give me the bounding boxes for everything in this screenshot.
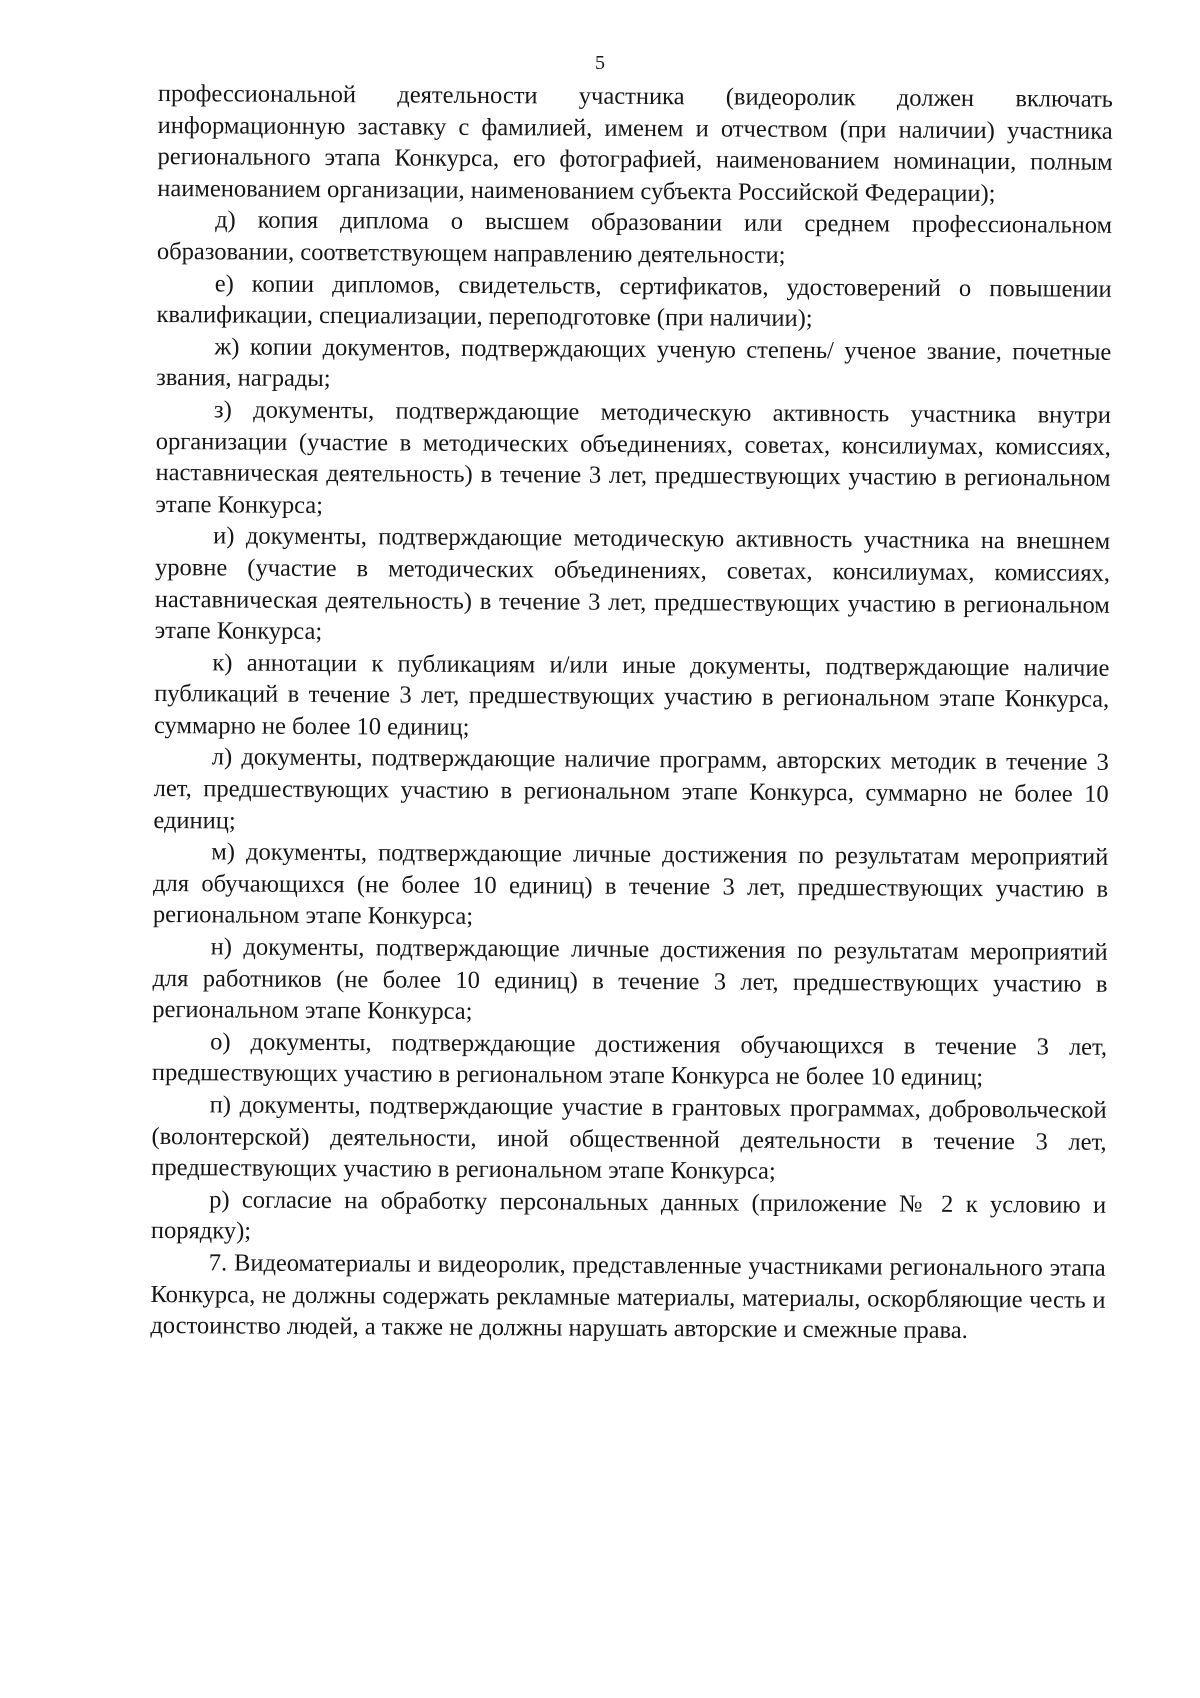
paragraph-item-o: о) документы, подтверждающие достижения обучающихся в течение 3 лет, предшествующих участию в региональном этапе Конкурса не более 10 единиц; [151, 1028, 1108, 1092]
paragraph-video-requirements-continued: профессиональной деятельности участника (видеоролик должен включать информационную заставку с фамилией, именем и отчеством (при наличии) участника регионального этапа Конкурса, его фотографией, наименованием номинации, полным наименованием организации, наименованием субъекта Российской Федерации); [157, 79, 1113, 207]
page-number: 5 [595, 52, 605, 74]
paragraph-item-zh: ж) копии документов, подтверждающих ученую степень/ ученое звание, почетные звания, награды; [156, 333, 1112, 393]
paragraph-item-d: д) копия диплома о высшем образовании или среднем профессиональном образовании, соответствующем направлению деятельности; [156, 206, 1113, 269]
paragraph-item-i: и) документы, подтверждающие методическую активность участника на внешнем уровне (участие в методических объединениях, советах, консилиумах, комиссиях, наставническая деятельность) в течение 3 лет, предшествующих участию в региональном этапе Конкурса; [154, 522, 1111, 646]
paragraph-item-e: е) копии дипломов, свидетельств, сертификатов, удостоверений о повышении квалификации, специализации, переподготовке (при наличии); [156, 269, 1112, 333]
paragraph-item-k: к) аннотации к публикациям и/или иные документы, подтверждающие наличие публикаций в течение 3 лет, предшествующих участию в региональном этапе Конкурса, суммарно не более 10 единиц; [153, 649, 1110, 741]
paragraph-item-p: п) документы, подтверждающие участие в грантовых программах, добровольческой (волонтерской) деятельности, иной общественной деятельности в течение 3 лет, предшествующих участию в региональном этапе Конкурса; [151, 1091, 1107, 1185]
paragraph-item-l: л) документы, подтверждающие наличие программ, авторских методик в течение 3 лет, предшествующих участию в региональном этапе Конкурса, суммарно не более 10 единиц; [153, 743, 1109, 835]
paragraph-section-7: 7. Видеоматериалы и видеоролик, представленные участниками регионального этапа Конкурса, не должны содержать рекламные материалы, материалы, оскорбляющие честь и достоинство людей, а также не должны нарушать авторские и смежные права. [150, 1249, 1106, 1345]
paragraph-item-r: р) согласие на обработку персональных данных (приложение № 2 к условию и порядку); [150, 1186, 1107, 1245]
document-body [150, 78, 1113, 1348]
paragraph-item-n: н) документы, подтверждающие личные достижения по результатам мероприятий для работников (не более 10 единиц) в течение 3 лет, предшествующих участию в региональном этапе Конкурса; [152, 933, 1108, 1026]
paragraph-item-m: м) документы, подтверждающие личные достижения по результатам мероприятий для обучающихся (не более 10 единиц) в течение 3 лет, предшествующих участию в региональном этапе Конкурса; [152, 838, 1109, 931]
paragraph-item-z: з) документы, подтверждающие методическую активность участника внутри организации (участие в методических объединениях, советах, консилиумах, комиссиях, наставническая деятельность) в течение 3 лет, предшествующих участию в региональном этапе Конкурса; [155, 396, 1112, 519]
